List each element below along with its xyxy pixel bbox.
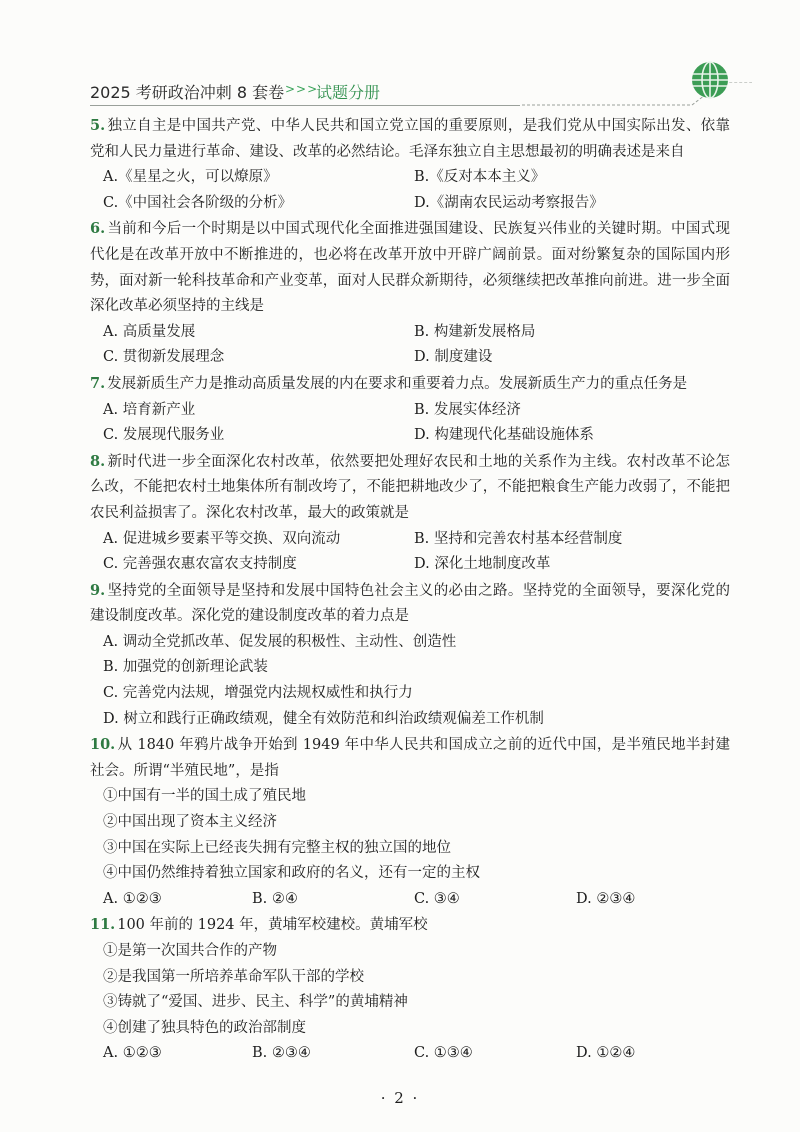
question-stem: 5. 独立自主是中国共产党、中华人民共和国立党立国的重要原则，是我们党从中国实际出发、依靠党和人民力量进行革命、建设、改革的必然结论。毛泽东独立自主思想最初的明确表述是来自	[90, 117, 730, 160]
option-row	[90, 345, 730, 371]
section-title: 试题分册	[316, 83, 381, 102]
statement-item: ③铸就了“爱国、进步、民主、科学”的黄埔精神	[103, 994, 408, 1011]
option-row	[90, 320, 730, 346]
option-a[interactable]: A. 高质量发展	[103, 323, 196, 340]
option-row	[90, 398, 730, 424]
question-number: 6.	[90, 220, 106, 238]
option-b[interactable]: B. ②④	[252, 890, 298, 907]
question-8	[90, 449, 730, 578]
option-c[interactable]: C.《中国社会各阶级的分析》	[103, 194, 293, 211]
option-row	[90, 423, 730, 449]
question-stem: 7. 发展新质生产力是推动高质量发展的内在要求和重要着力点。发展新质生产力的重点任务是	[90, 374, 688, 392]
question-stem: 6. 当前和今后一个时期是以中国式现代化全面推进强国建设、民族复兴伟业的关键时期。中国式现代化是在改革开放中不断推进的，也必将在改革开放中开辟广阔前景。面对纷繁复杂的国际国内形势，面对新一轮科技革命和产业变革，面对人民群众新期待，必须继续把改革推向前进。进一步全面深化改革必须坚持的主线是	[90, 220, 730, 315]
option-a[interactable]: A.《星星之火，可以燎原》	[103, 169, 278, 186]
option-c[interactable]: C. 贯彻新发展理念	[103, 349, 225, 366]
option-row	[90, 191, 730, 217]
question-number: 5.	[90, 117, 106, 134]
statement-item: ①是第一次国共合作的产物	[103, 943, 277, 959]
option-a[interactable]: A. ①②③	[103, 1045, 162, 1062]
option-b[interactable]: B. ②③④	[252, 1045, 311, 1062]
option-c[interactable]: C. ①③④	[414, 1045, 473, 1062]
question-6	[90, 216, 730, 371]
page-header	[90, 76, 710, 106]
question-stem: 10. 从 1840 年鸦片战争开始到 1949 年中华人民共和国成立之前的近代中国，是半殖民地半封建社会。所谓“半殖民地”，是指	[90, 736, 730, 779]
question-number: 7.	[90, 374, 106, 392]
statement-item: ④中国仍然维持着独立国家和政府的名义，还有一定的主权	[103, 865, 480, 882]
header-arrows: >>>	[285, 82, 319, 96]
option-row	[90, 527, 730, 553]
question-7	[90, 371, 730, 449]
question-stem: 8. 新时代进一步全面深化农村改革，依然要把处理好农民和土地的关系作为主线。农村改革不论怎么改，不能把农村土地集体所有制改垮了，不能把耕地改少了，不能把粮食生产能力改弱了，不能把农民利益损害了。深化农村改革，最大的政策就是	[90, 452, 730, 521]
option-d[interactable]: D. ①②④	[576, 1045, 636, 1062]
option-d[interactable]: D.《湖南农民运动考察报告》	[414, 194, 604, 211]
option-c[interactable]: C. ③④	[414, 890, 460, 907]
option-b[interactable]: B. 构建新发展格局	[414, 323, 536, 340]
option-b[interactable]: B.《反对本本主义》	[414, 169, 546, 186]
question-number: 8.	[90, 452, 106, 470]
statement-item: ①中国有一半的国土成了殖民地	[103, 788, 306, 805]
question-number: 11.	[90, 916, 116, 934]
option-a[interactable]: A. 调动全党抓改革、促发展的积极性、主动性、创造性	[103, 633, 457, 650]
option-b[interactable]: B. 加强党的创新理论武装	[103, 659, 268, 676]
question-list	[90, 113, 730, 1067]
option-a[interactable]: A. 促进城乡要素平等交换、双向流动	[103, 530, 341, 547]
question-stem: 11. 100 年前的 1924 年，黄埔军校建校。黄埔军校	[90, 916, 428, 934]
option-d[interactable]: D. 构建现代化基础设施体系	[414, 427, 594, 444]
option-d[interactable]: D. 深化土地制度改革	[414, 556, 551, 573]
option-row	[90, 165, 730, 191]
option-c[interactable]: C. 完善党内法规，增强党内法规权威性和执行力	[103, 685, 413, 702]
question-number: 9.	[90, 581, 106, 599]
option-c[interactable]: C. 发展现代服务业	[103, 427, 225, 444]
option-b[interactable]: B. 坚持和完善农村基本经营制度	[414, 530, 623, 547]
option-c[interactable]: C. 完善强农惠农富农支持制度	[103, 556, 297, 573]
statement-item: ③中国在实际上已经丧失拥有完整主权的独立国的地位	[103, 839, 451, 856]
option-row	[90, 1041, 730, 1067]
option-d[interactable]: D. 制度建设	[414, 349, 493, 366]
book-title: 2025 考研政治冲刺 8 套卷	[90, 83, 285, 102]
question-10	[90, 732, 730, 912]
option-d[interactable]: D. 树立和践行正确政绩观，健全有效防范和纠治政绩观偏差工作机制	[103, 710, 544, 727]
option-b[interactable]: B. 发展实体经济	[414, 401, 521, 418]
question-stem: 9. 坚持党的全面领导是坚持和发展中国特色社会主义的必由之路。坚持党的全面领导，要深化党的建设制度改革。深化党的建设制度改革的着力点是	[90, 581, 730, 625]
globe-logo-icon	[690, 60, 730, 100]
option-row	[90, 552, 730, 578]
statement-item: ②是我国第一所培养革命军队干部的学校	[103, 968, 364, 985]
question-11	[90, 912, 730, 1067]
question-number: 10.	[90, 736, 116, 754]
option-d[interactable]: D. ②③④	[576, 890, 636, 907]
option-row	[90, 887, 730, 913]
header-rule	[90, 105, 520, 106]
page-number: · 2 ·	[380, 1089, 420, 1107]
question-9	[90, 578, 730, 733]
option-a[interactable]: A. ①②③	[103, 890, 162, 907]
statement-item: ④创建了独具特色的政治部制度	[103, 1019, 306, 1036]
question-5	[90, 113, 730, 216]
option-a[interactable]: A. 培育新产业	[103, 401, 196, 418]
statement-item: ②中国出现了资本主义经济	[103, 814, 277, 831]
